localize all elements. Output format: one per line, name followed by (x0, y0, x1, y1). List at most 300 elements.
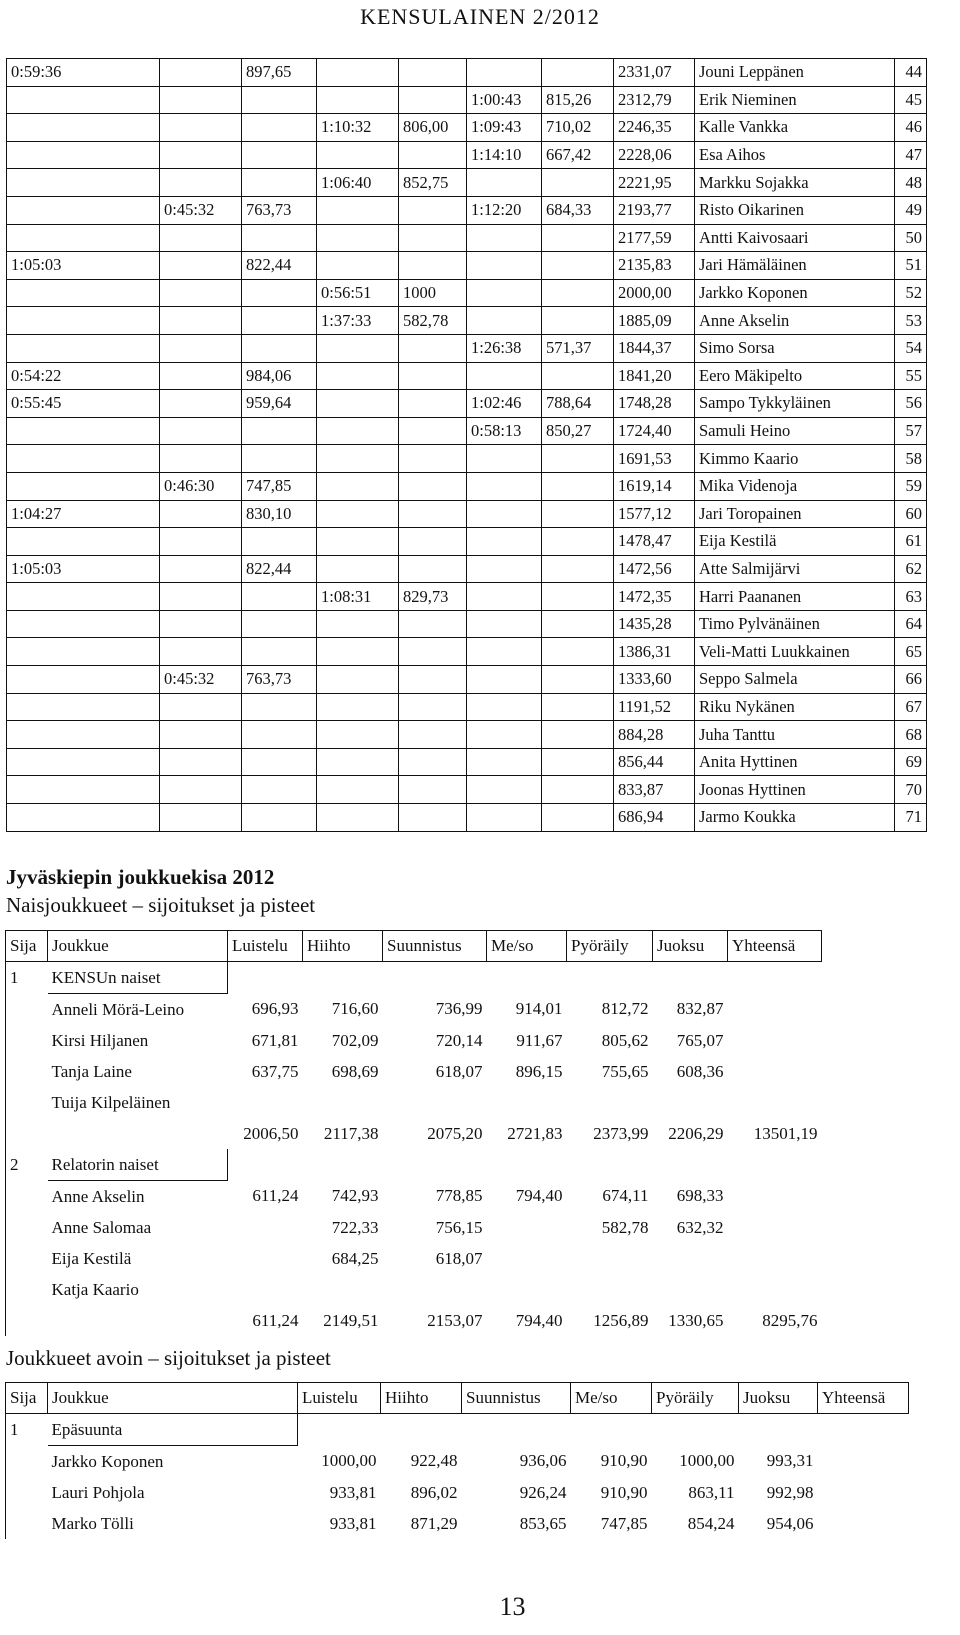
cell-time-3 (317, 59, 399, 87)
cell-time-2 (160, 279, 242, 307)
empty-cell (652, 1414, 739, 1446)
table-row (7, 445, 927, 473)
cell-points-3 (542, 445, 614, 473)
cell-points-3 (542, 307, 614, 335)
cell-total-points: 1472,35 (614, 583, 695, 611)
cell-time-3 (317, 417, 399, 445)
cell-total-points: 1841,20 (614, 362, 695, 390)
member-score: 936,06 (519, 1451, 567, 1471)
cell-competitor-name: Kalle Vankka (695, 114, 895, 142)
member-name: Anneli Mörä-Leino (51, 999, 185, 1019)
cell-rank: 69 (895, 748, 927, 776)
cell-time-1 (7, 638, 160, 666)
cell-time-1 (7, 86, 160, 114)
member-score (383, 1274, 487, 1305)
table-row (7, 141, 927, 169)
header-4: Suunnistus (462, 1383, 571, 1414)
table-row (7, 472, 927, 500)
header-4: Suunnistus (383, 931, 487, 962)
header-row (6, 931, 822, 962)
team-name: KENSUn naiset (48, 962, 228, 994)
cell-time-1 (7, 445, 160, 473)
women-subtitle: Naisjoukkueet – sijoitukset ja pisteet (6, 893, 316, 917)
cell-rank: 70 (895, 776, 927, 804)
cell-competitor-name: Risto Oikarinen (695, 196, 895, 224)
table-row (7, 528, 927, 556)
empty-cell (6, 1446, 48, 1478)
cell-points-3: 571,37 (542, 334, 614, 362)
cell-points-1 (242, 114, 317, 142)
cell-points-1 (242, 693, 317, 721)
table-row (7, 59, 927, 87)
cell-points-2: 1000 (399, 279, 467, 307)
cell-points-1 (242, 528, 317, 556)
member-name: Jarkko Koponen (51, 1451, 164, 1471)
member-score (228, 1212, 303, 1243)
event-total: 2117,38 (323, 1123, 379, 1143)
cell-rank: 62 (895, 555, 927, 583)
cell-time-3 (317, 362, 399, 390)
cell-points-1 (242, 776, 317, 804)
cell-points-2: 806,00 (399, 114, 467, 142)
header-2: Luistelu (298, 1383, 381, 1414)
empty-cell (571, 1414, 652, 1446)
cell-points-3 (542, 169, 614, 197)
cell-time-2 (160, 114, 242, 142)
cell-time-4: 1:26:38 (467, 334, 542, 362)
cell-competitor-name: Anne Akselin (695, 307, 895, 335)
empty-cell (728, 1212, 822, 1243)
cell-points-1: 959,64 (242, 390, 317, 418)
cell-time-2 (160, 721, 242, 749)
cell-rank: 68 (895, 721, 927, 749)
cell-rank: 66 (895, 666, 927, 694)
empty-cell (6, 1087, 48, 1118)
cell-rank: 55 (895, 362, 927, 390)
header-8: Yhteensä (818, 1383, 909, 1414)
cell-time-2 (160, 417, 242, 445)
cell-time-4 (467, 776, 542, 804)
cell-time-1 (7, 721, 160, 749)
cell-time-1 (7, 804, 160, 832)
cell-total-points: 1435,28 (614, 610, 695, 638)
cell-competitor-name: Eija Kestilä (695, 528, 895, 556)
table-row (7, 334, 927, 362)
empty-cell (818, 1477, 909, 1508)
member-score (303, 1274, 383, 1305)
cell-time-1 (7, 141, 160, 169)
table-row (7, 804, 927, 832)
table-row (7, 776, 927, 804)
member-score (487, 1274, 567, 1305)
cell-time-1 (7, 417, 160, 445)
cell-time-4 (467, 693, 542, 721)
cell-competitor-name: Atte Salmijärvi (695, 555, 895, 583)
table-row (7, 196, 927, 224)
cell-competitor-name: Jouni Leppänen (695, 59, 895, 87)
cell-rank: 65 (895, 638, 927, 666)
event-total: 794,40 (515, 1310, 563, 1330)
cell-points-2: 582,78 (399, 307, 467, 335)
cell-points-3 (542, 721, 614, 749)
cell-total-points: 2135,83 (614, 252, 695, 280)
member-score (567, 1087, 653, 1118)
cell-points-3 (542, 610, 614, 638)
cell-rank: 53 (895, 307, 927, 335)
cell-points-2 (399, 417, 467, 445)
cell-total-points: 1577,12 (614, 500, 695, 528)
cell-time-3 (317, 500, 399, 528)
cell-points-3 (542, 279, 614, 307)
table-row (7, 555, 927, 583)
cell-points-2 (399, 804, 467, 832)
cell-total-points: 2193,77 (614, 196, 695, 224)
cell-time-4 (467, 804, 542, 832)
member-name: Eija Kestilä (51, 1248, 132, 1268)
cell-competitor-name: Erik Nieminen (695, 86, 895, 114)
cell-total-points: 1619,14 (614, 472, 695, 500)
table-row (7, 417, 927, 445)
empty-cell (6, 1243, 48, 1274)
member-row (6, 1181, 822, 1213)
cell-points-2 (399, 472, 467, 500)
cell-points-1: 984,06 (242, 362, 317, 390)
member-score (487, 1212, 567, 1243)
cell-time-1 (7, 196, 160, 224)
cell-rank: 71 (895, 804, 927, 832)
event-total: 2721,83 (507, 1123, 563, 1143)
cell-points-3 (542, 804, 614, 832)
cell-points-2 (399, 776, 467, 804)
team-name: Epäsuunta (48, 1414, 298, 1446)
member-score (228, 1087, 303, 1118)
cell-time-1 (7, 693, 160, 721)
cell-points-3 (542, 748, 614, 776)
cell-total-points: 2221,95 (614, 169, 695, 197)
cell-time-1 (7, 748, 160, 776)
cell-time-4 (467, 721, 542, 749)
cell-rank: 63 (895, 583, 927, 611)
cell-rank: 67 (895, 693, 927, 721)
cell-time-3: 0:56:51 (317, 279, 399, 307)
cell-time-4: 1:09:43 (467, 114, 542, 142)
header-6: Pyöräily (652, 1383, 739, 1414)
empty-cell (48, 1305, 228, 1336)
member-score: 755,65 (601, 1061, 649, 1081)
member-row (6, 1212, 822, 1243)
member-score: 1000,00 (321, 1451, 377, 1471)
cell-points-3: 788,64 (542, 390, 614, 418)
cell-time-2 (160, 141, 242, 169)
cell-time-2 (160, 748, 242, 776)
member-score: 992,98 (766, 1482, 814, 1502)
cell-points-1: 822,44 (242, 252, 317, 280)
cell-points-3 (542, 638, 614, 666)
cell-time-1 (7, 169, 160, 197)
team-row (6, 1149, 822, 1181)
cell-time-3: 1:37:33 (317, 307, 399, 335)
cell-points-2 (399, 141, 467, 169)
cell-competitor-name: Antti Kaivosaari (695, 224, 895, 252)
cell-total-points: 2246,35 (614, 114, 695, 142)
empty-cell (303, 1149, 383, 1181)
cell-points-2 (399, 362, 467, 390)
team-row (6, 962, 822, 994)
cell-rank: 64 (895, 610, 927, 638)
page-header: KENSULAINEN 2/2012 (360, 4, 600, 29)
cell-time-4 (467, 748, 542, 776)
header-1: Joukkue (48, 931, 228, 962)
member-name: Katja Kaario (51, 1279, 139, 1299)
cell-time-1 (7, 334, 160, 362)
cell-time-3 (317, 390, 399, 418)
totals-row (6, 1118, 822, 1149)
empty-cell (728, 1274, 822, 1305)
cell-time-2 (160, 528, 242, 556)
cell-points-2 (399, 59, 467, 87)
member-score: 611,24 (252, 1186, 299, 1206)
page-number: 13 (499, 1592, 526, 1621)
cell-time-3 (317, 610, 399, 638)
cell-points-2 (399, 445, 467, 473)
cell-competitor-name: Juha Tanttu (695, 721, 895, 749)
cell-points-2 (399, 196, 467, 224)
cell-points-3 (542, 472, 614, 500)
cell-points-2 (399, 390, 467, 418)
empty-cell (6, 1508, 48, 1539)
cell-time-4: 1:02:46 (467, 390, 542, 418)
cell-time-4 (467, 224, 542, 252)
member-score: 896,15 (515, 1061, 563, 1081)
member-row (6, 1274, 822, 1305)
member-score (653, 1274, 728, 1305)
empty-cell (303, 962, 383, 994)
cell-points-2: 852,75 (399, 169, 467, 197)
cell-rank: 52 (895, 279, 927, 307)
table-row (7, 500, 927, 528)
member-score (487, 1087, 567, 1118)
cell-total-points: 1724,40 (614, 417, 695, 445)
cell-time-4 (467, 528, 542, 556)
header-row (6, 1383, 909, 1414)
cell-time-3 (317, 334, 399, 362)
header-3: Hiihto (381, 1383, 462, 1414)
cell-total-points: 1844,37 (614, 334, 695, 362)
cell-time-3 (317, 472, 399, 500)
empty-cell (6, 1056, 48, 1087)
cell-rank: 51 (895, 252, 927, 280)
event-total: 2153,07 (427, 1310, 483, 1330)
totals-row (6, 1305, 822, 1336)
cell-rank: 50 (895, 224, 927, 252)
member-score: 671,81 (251, 1030, 299, 1050)
cell-time-2 (160, 224, 242, 252)
table-row (7, 114, 927, 142)
member-score: 854,24 (687, 1513, 735, 1533)
cell-rank: 59 (895, 472, 927, 500)
cell-time-4 (467, 472, 542, 500)
cell-points-1 (242, 610, 317, 638)
cell-time-2 (160, 252, 242, 280)
cell-competitor-name: Veli-Matti Luukkainen (695, 638, 895, 666)
cell-time-4 (467, 59, 542, 87)
empty-cell (228, 962, 303, 994)
empty-cell (6, 994, 48, 1026)
cell-total-points: 1885,09 (614, 307, 695, 335)
empty-cell (728, 1025, 822, 1056)
team-name: Relatorin naiset (48, 1149, 228, 1181)
cell-competitor-name: Samuli Heino (695, 417, 895, 445)
cell-time-2 (160, 390, 242, 418)
cell-points-1: 830,10 (242, 500, 317, 528)
member-score: 632,32 (676, 1217, 724, 1237)
cell-time-2 (160, 555, 242, 583)
member-score: 684,25 (331, 1248, 379, 1268)
header-6: Pyöräily (567, 931, 653, 962)
header-7: Juoksu (653, 931, 728, 962)
team-total: 13501,19 (753, 1123, 818, 1143)
header-8: Yhteensä (728, 931, 822, 962)
table-row (7, 362, 927, 390)
cell-time-3: 1:06:40 (317, 169, 399, 197)
member-score (303, 1087, 383, 1118)
member-score: 736,99 (435, 999, 483, 1019)
member-name: Lauri Pohjola (51, 1482, 145, 1502)
cell-total-points: 833,87 (614, 776, 695, 804)
table-row (7, 252, 927, 280)
event-total: 2075,20 (427, 1123, 483, 1143)
member-score: 720,14 (435, 1030, 483, 1050)
cell-points-3: 684,33 (542, 196, 614, 224)
cell-rank: 58 (895, 445, 927, 473)
member-score (383, 1087, 487, 1118)
empty-cell (567, 1149, 653, 1181)
cell-time-2: 0:45:32 (160, 666, 242, 694)
cell-time-4: 1:14:10 (467, 141, 542, 169)
cell-points-3: 850,27 (542, 417, 614, 445)
cell-time-3 (317, 252, 399, 280)
member-score: 722,33 (331, 1217, 379, 1237)
cell-time-3 (317, 445, 399, 473)
cell-points-2 (399, 555, 467, 583)
empty-cell (653, 1149, 728, 1181)
member-score: 674,11 (602, 1186, 649, 1206)
table-row (7, 307, 927, 335)
cell-points-1 (242, 169, 317, 197)
cell-time-1: 0:55:45 (7, 390, 160, 418)
member-score: 765,07 (676, 1030, 724, 1050)
cell-total-points: 686,94 (614, 804, 695, 832)
cell-competitor-name: Simo Sorsa (695, 334, 895, 362)
cell-time-2 (160, 638, 242, 666)
member-score: 896,02 (410, 1482, 458, 1502)
member-score: 1000,00 (679, 1451, 735, 1471)
cell-points-3 (542, 776, 614, 804)
cell-time-4: 1:12:20 (467, 196, 542, 224)
table-row (7, 390, 927, 418)
member-score: 702,09 (331, 1030, 379, 1050)
cell-time-3: 1:10:32 (317, 114, 399, 142)
team-row (6, 1414, 909, 1446)
cell-points-3: 710,02 (542, 114, 614, 142)
cell-total-points: 2000,00 (614, 279, 695, 307)
cell-points-3 (542, 224, 614, 252)
cell-points-1 (242, 224, 317, 252)
event-total: 611,24 (252, 1310, 299, 1330)
member-name: Marko Tölli (51, 1513, 134, 1533)
header-7: Juoksu (739, 1383, 818, 1414)
empty-cell (6, 1477, 48, 1508)
cell-points-1 (242, 417, 317, 445)
cell-total-points: 1478,47 (614, 528, 695, 556)
cell-competitor-name: Timo Pylvänäinen (695, 610, 895, 638)
empty-cell (653, 962, 728, 994)
cell-total-points: 856,44 (614, 748, 695, 776)
member-name: Kirsi Hiljanen (51, 1030, 149, 1050)
member-name: Anne Akselin (51, 1186, 145, 1206)
cell-rank: 47 (895, 141, 927, 169)
empty-cell (728, 1149, 822, 1181)
cell-competitor-name: Esa Aihos (695, 141, 895, 169)
member-score: 618,07 (435, 1248, 483, 1268)
member-row (6, 1477, 909, 1508)
table-row (7, 583, 927, 611)
member-score: 871,29 (410, 1513, 458, 1533)
table-row (7, 610, 927, 638)
member-score: 716,60 (331, 999, 379, 1019)
cell-competitor-name: Kimmo Kaario (695, 445, 895, 473)
member-score: 618,07 (435, 1061, 483, 1081)
cell-points-1 (242, 307, 317, 335)
member-score: 582,78 (601, 1217, 649, 1237)
cell-time-2 (160, 610, 242, 638)
cell-points-3 (542, 362, 614, 390)
cell-points-2 (399, 693, 467, 721)
cell-total-points: 1386,31 (614, 638, 695, 666)
cell-points-1 (242, 638, 317, 666)
empty-cell (6, 1305, 48, 1336)
table-row (7, 279, 927, 307)
cell-points-1 (242, 86, 317, 114)
member-row (6, 1446, 909, 1478)
cell-time-2 (160, 693, 242, 721)
table-row (7, 86, 927, 114)
member-score: 608,36 (676, 1061, 724, 1081)
cell-time-3 (317, 196, 399, 224)
cell-time-2 (160, 334, 242, 362)
member-score (567, 1243, 653, 1274)
results-table-individual (6, 58, 927, 832)
empty-cell (383, 1149, 487, 1181)
member-score: 756,15 (435, 1217, 483, 1237)
cell-rank: 49 (895, 196, 927, 224)
cell-competitor-name: Harri Paananen (695, 583, 895, 611)
cell-points-2: 829,73 (399, 583, 467, 611)
empty-cell (6, 1181, 48, 1213)
cell-points-2 (399, 334, 467, 362)
member-score (653, 1087, 728, 1118)
empty-cell (818, 1446, 909, 1478)
cell-points-3 (542, 555, 614, 583)
header-5: Me/so (487, 931, 567, 962)
cell-time-4 (467, 362, 542, 390)
cell-time-3 (317, 666, 399, 694)
cell-points-1 (242, 721, 317, 749)
cell-points-2 (399, 721, 467, 749)
open-subtitle: Joukkueet avoin – sijoitukset ja pisteet (6, 1346, 331, 1370)
cell-rank: 44 (895, 59, 927, 87)
empty-cell (462, 1414, 571, 1446)
